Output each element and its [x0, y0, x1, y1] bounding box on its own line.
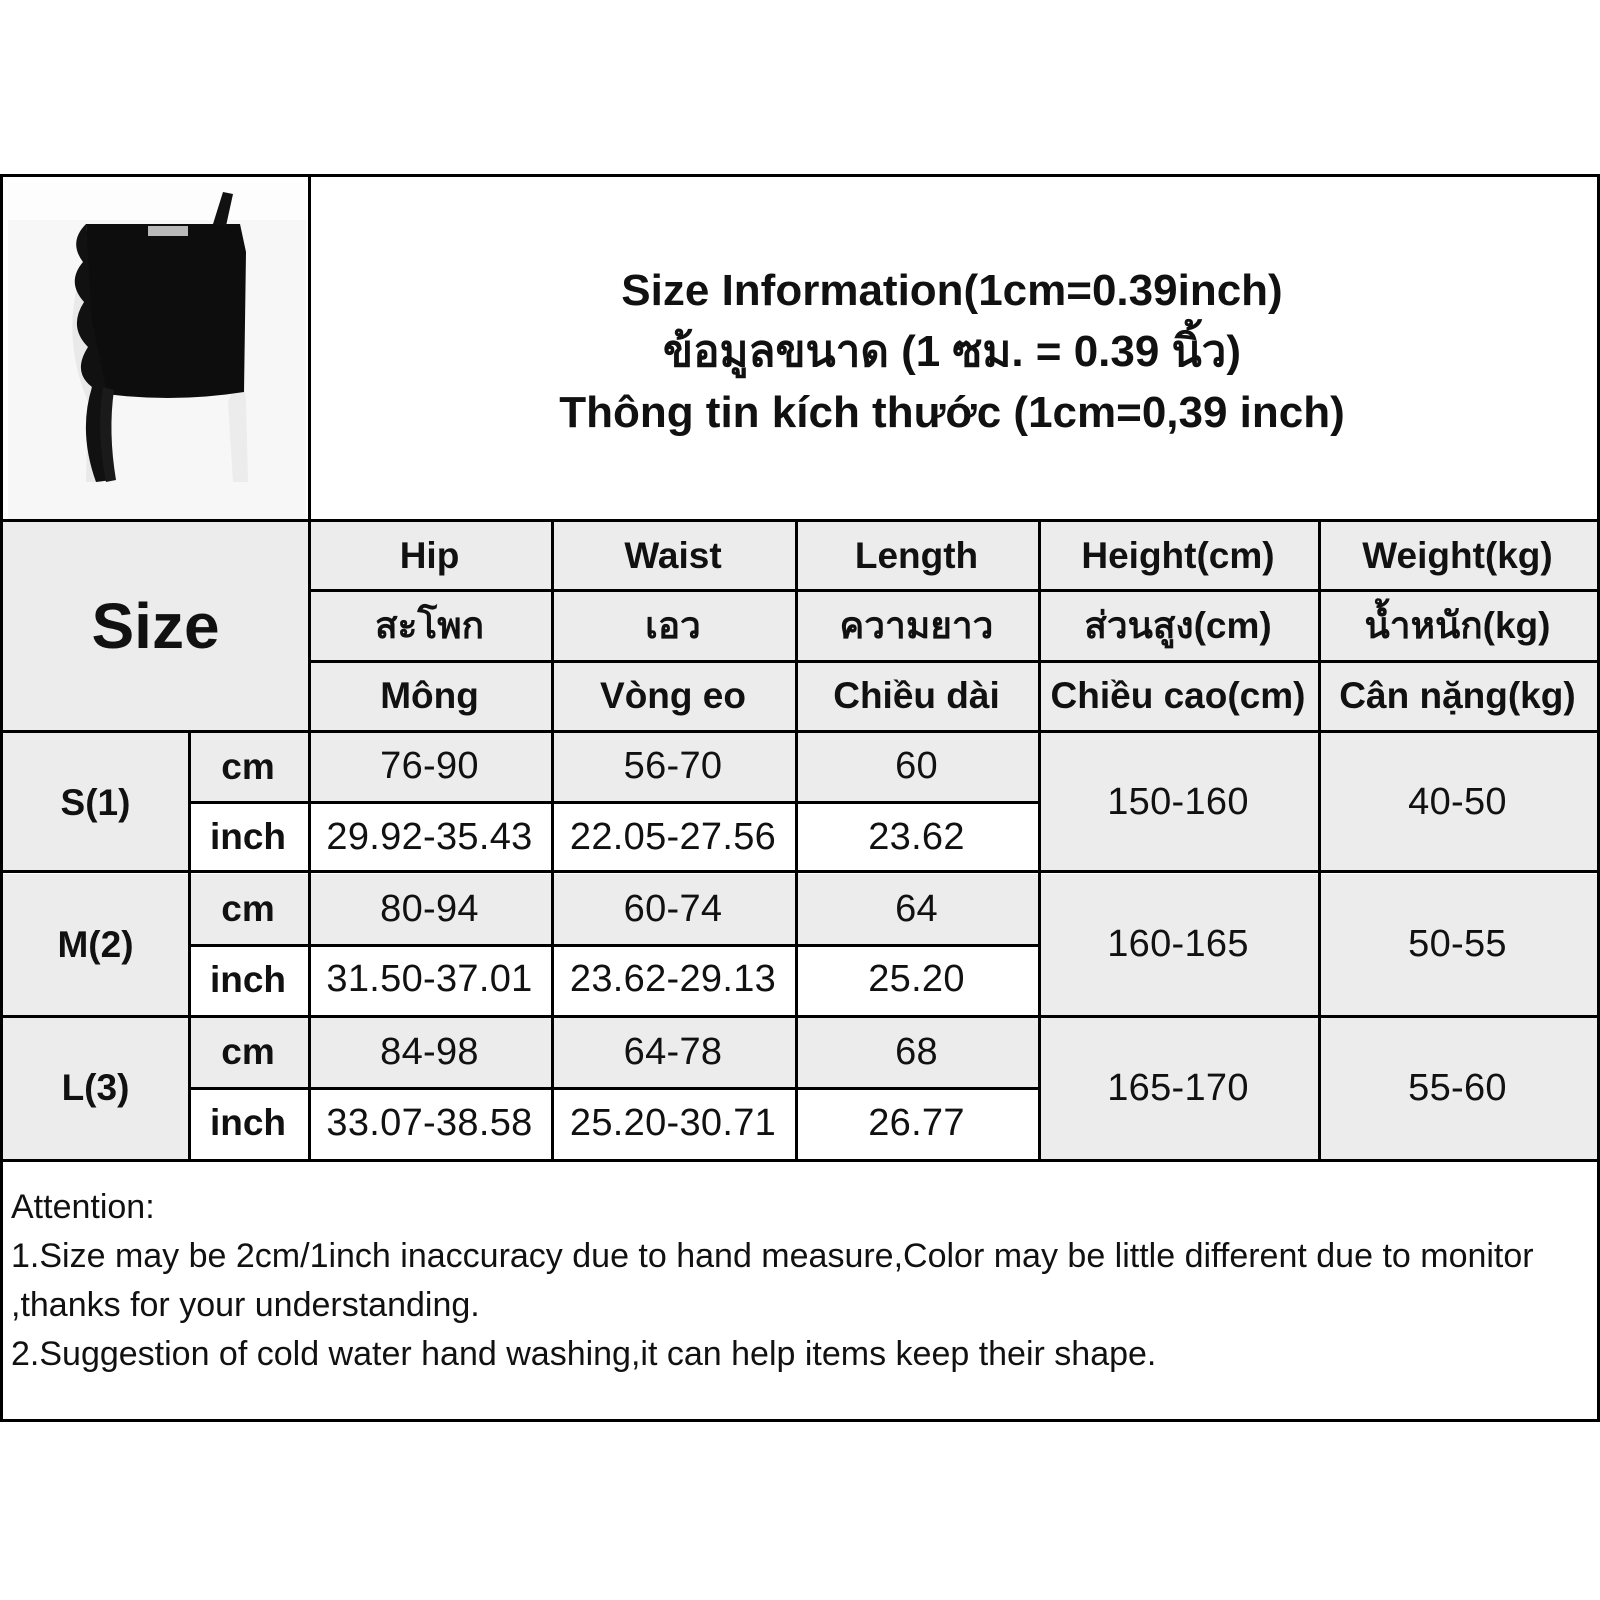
column-header-en: Height(cm) [1038, 522, 1318, 589]
skirt-image [8, 182, 306, 520]
note-item-1: 1.Size may be 2cm/1inch inaccuracy due to hand measure,Color may be little different due to monitor ,thanks for your understanding. [11, 1237, 1534, 1324]
column-header-vi: Chiều dài [795, 662, 1038, 730]
cm-value: 80-94 [308, 874, 551, 944]
column-header-vi: Vòng eo [551, 662, 795, 730]
unit-cm: cm [188, 1017, 308, 1087]
column-header-th: ความยาว [795, 591, 1038, 660]
column-header-en: Waist [551, 522, 795, 589]
inch-value: 23.62-29.13 [551, 944, 795, 1015]
unit-cm: cm [188, 874, 308, 944]
size-label: M(2) [3, 874, 188, 1015]
cm-value: 68 [795, 1017, 1038, 1087]
size-chart [0, 174, 1600, 1422]
inch-value: 25.20-30.71 [551, 1087, 795, 1159]
cm-value: 64-78 [551, 1017, 795, 1087]
cm-value: 76-90 [308, 732, 551, 801]
column-header-vi: Chiều cao(cm) [1038, 662, 1318, 730]
unit-inch: inch [188, 944, 308, 1015]
size-label: S(1) [3, 732, 188, 873]
attention-notes [11, 1183, 1591, 1379]
notes-heading: Attention: [11, 1188, 155, 1226]
title-block [309, 182, 1595, 520]
cm-value: 64 [795, 874, 1038, 944]
column-header-vi: Cân nặng(kg) [1318, 662, 1597, 730]
title-thai: ข้อมูลขนาด (1 ซม. = 0.39 นิ้ว) [662, 326, 1241, 376]
column-header-th: ส่วนสูง(cm) [1038, 591, 1318, 660]
inch-value: 23.62 [795, 801, 1038, 873]
size-header: Size [3, 522, 308, 730]
unit-cm: cm [188, 732, 308, 801]
height-value: 150-160 [1038, 732, 1318, 873]
inch-value: 22.05-27.56 [551, 801, 795, 873]
column-header-th: น้ำหนัก(kg) [1318, 591, 1597, 660]
column-header-en: Length [795, 522, 1038, 589]
height-value: 160-165 [1038, 874, 1318, 1015]
size-label: L(3) [3, 1017, 188, 1159]
inch-value: 31.50-37.01 [308, 944, 551, 1015]
note-item-2: 2.Suggestion of cold water hand washing,it can help items keep their shape. [11, 1335, 1157, 1373]
unit-inch: inch [188, 1087, 308, 1159]
weight-value: 40-50 [1318, 732, 1597, 873]
height-value: 165-170 [1038, 1017, 1318, 1159]
cm-value: 56-70 [551, 732, 795, 801]
column-header-vi: Mông [308, 662, 551, 730]
inch-value: 29.92-35.43 [308, 801, 551, 873]
unit-inch: inch [188, 801, 308, 873]
column-header-en: Hip [308, 522, 551, 589]
inch-value: 33.07-38.58 [308, 1087, 551, 1159]
weight-value: 55-60 [1318, 1017, 1597, 1159]
cm-value: 84-98 [308, 1017, 551, 1087]
column-header-th: เอว [551, 591, 795, 660]
column-header-en: Weight(kg) [1318, 522, 1597, 589]
column-header-th: สะโพก [308, 591, 551, 660]
title-vietnamese: Thông tin kích thước (1cm=0,39 inch) [559, 387, 1345, 437]
inch-value: 25.20 [795, 944, 1038, 1015]
cm-value: 60 [795, 732, 1038, 801]
title-english: Size Information(1cm=0.39inch) [621, 265, 1283, 315]
weight-value: 50-55 [1318, 874, 1597, 1015]
inch-value: 26.77 [795, 1087, 1038, 1159]
cm-value: 60-74 [551, 874, 795, 944]
product-image [8, 182, 306, 520]
